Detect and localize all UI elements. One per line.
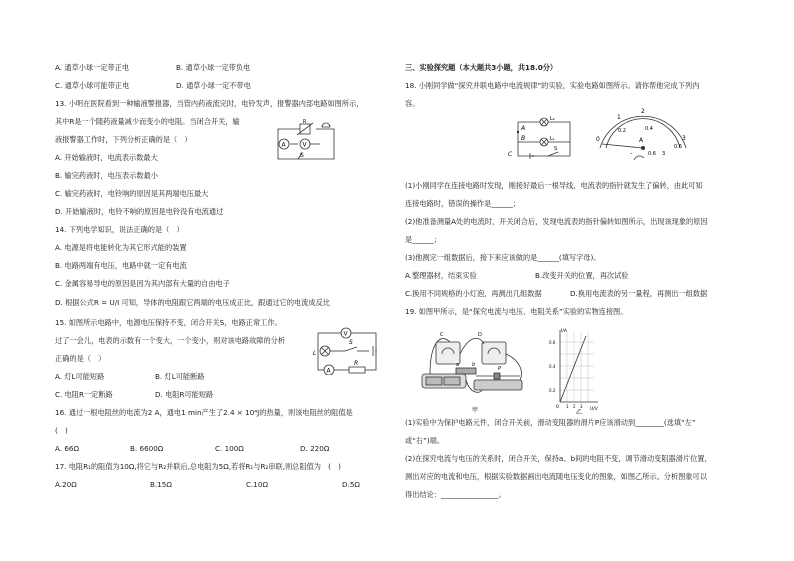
- q14-stem: 14. 下列电学知识，说法正确的是（ ）: [55, 225, 184, 234]
- q18-stem-line2: 容。: [405, 99, 420, 108]
- q15-circuit-diagram: [313, 325, 383, 375]
- q15-option-d: D. 电阻R可能短路: [155, 390, 214, 399]
- q18-terminal-3: 3: [662, 151, 666, 157]
- q16-option-c: C. 100Ω: [215, 444, 244, 453]
- q19-graph-x-tick-3: 3: [580, 404, 583, 409]
- q13-option-d: D. 开始输液时，电铃不响的原因是电铃没有电流通过: [55, 207, 224, 216]
- q18-stem-line1: 18. 小刚同学做“探究并联电路中电流规律”的实验，实验电路如图所示。请你帮他完成下列内: [405, 81, 700, 90]
- q17-option-c: C.10Ω: [246, 480, 268, 489]
- q19-graph-y-tick-04: 0.4: [549, 364, 556, 369]
- q15-stem-line1: 15. 如图所示电路中，电源电压保持不变，闭合开关S，电路正常工作。: [55, 318, 282, 327]
- q18-point-b: B: [521, 135, 526, 142]
- q19-stem: 19. 如图甲所示，是“探究电流与电压、电阻关系”实验的实物连接图。: [405, 307, 628, 316]
- q16-stem: 16. 通过一根电阻丝的电流为2 A，通电1 min产生了2.4 × 10⁴J的热量，则该电阻丝的阻值是: [55, 408, 353, 417]
- q13-ammeter-label: A: [281, 141, 286, 149]
- q18-part3-stem: (3)他测完一组数据后，接下来应该做的是______(填写字母)。: [405, 253, 601, 262]
- q19-graph-x-label: U/V: [590, 407, 598, 412]
- q19-part2-line2: 测出对应的电流和电压，根据实验数据画出电流随电压变化的图象，如图乙所示。分析图象可以: [405, 472, 707, 481]
- q19-terminal-c: C: [440, 332, 444, 338]
- q16-option-d: D. 220Ω: [300, 444, 330, 453]
- q18-ammeter-dial: [590, 108, 695, 163]
- q13-voltmeter-label: V: [302, 141, 307, 149]
- q18-point-c: C: [508, 151, 513, 158]
- q12-option-d: D. 通草小球一定不带电: [176, 81, 251, 90]
- q15-ammeter-label: A: [326, 367, 331, 375]
- q18-dial-unit: A: [639, 137, 644, 144]
- q18-part2-line1: (2)他准备测量A处的电流时，开关闭合后，发现电流表的指针偏转如图所示，出现该现象的原因: [405, 217, 708, 226]
- q19-apparatus-figure: [420, 324, 538, 414]
- q18-dial-top-2: 2: [641, 108, 645, 115]
- q17-option-b: B.15Ω: [150, 480, 172, 489]
- q14-option-c: C. 金属容易导电的原因是因为其内部有大量的自由电子: [55, 279, 230, 288]
- q14-option-a: A. 电源是将电能转化为其它形式能的装置: [55, 243, 187, 252]
- q19-terminal-d: D: [478, 332, 482, 338]
- q18-dial-zero: 0: [596, 136, 600, 143]
- q18-part1-line1: (1)小刚同学在连接电路时发现，刚接好最后一根导线，电流表的指针就发生了偏转，由此可知: [405, 181, 703, 190]
- q18-dial-top-1: 1: [617, 114, 621, 121]
- q13-stem-line1: 13. 小明在医院看到一种输液警报器，当管内药液流完时，电铃发声，报警器内部电路如图所示，: [55, 99, 364, 108]
- q13-circuit-diagram: [270, 119, 342, 163]
- section-heading: 三、实验探究题（本大题共3小题，共18.0分）: [405, 63, 558, 72]
- q16-option-b: B. 6600Ω: [130, 444, 164, 453]
- q18-part3-option-b: B.改变开关的位置，再次试验: [535, 271, 629, 280]
- q14-option-d: D. 根据公式R = U/I 可知，导体的电阻跟它两端的电压成正比，跟通过它的电流成反比: [55, 298, 330, 307]
- q19-point-a: a: [456, 362, 460, 368]
- q16-option-a: A. 66Ω: [55, 444, 79, 453]
- q18-dial-bottom-02: 0.2: [618, 128, 626, 134]
- q18-part1-line2: 连接电路时，错误的操作是______；: [405, 199, 521, 208]
- q18-part2-line2: 是______；: [405, 235, 441, 244]
- q13-switch-label: S: [300, 152, 304, 159]
- q17-option-a: A.20Ω: [55, 480, 77, 489]
- q13-stem-line3: 液报警器工作时，下列分析正确的是（ ）: [55, 135, 192, 144]
- q15-stem-line3: 正确的是（ ）: [55, 354, 106, 363]
- q19-graph-y-tick-06: 0.6: [549, 340, 556, 345]
- q15-option-a: A. 灯L可能短路: [55, 372, 105, 381]
- q19-part1-line1: (1)实验中为保护电路元件，闭合开关前，滑动变阻器的滑片P应该滑动到________(选填“左”: [405, 418, 696, 427]
- q15-lamp-label: L: [313, 350, 317, 357]
- q18-terminal-minus: -: [630, 150, 633, 157]
- q15-stem-line2: 过了一会儿，电表的示数有一个变大，一个变小，则对该电路故障的分析: [55, 336, 286, 345]
- q12-option-b: B. 通草小球一定带负电: [176, 63, 251, 72]
- q18-dial-bottom-06: 0.6: [674, 144, 682, 150]
- q13-resistor-label: R: [303, 119, 307, 125]
- q15-switch-label: S: [349, 339, 353, 346]
- q19-point-b: b: [472, 362, 476, 368]
- q19-iu-graph: [548, 326, 600, 414]
- q19-part2-line1: (2)在探究电流与电压的关系时，闭合开关，保持a、b间的电阻不变，调节滑动变阻器滑片位置，: [405, 454, 712, 463]
- q18-point-a: A: [521, 125, 526, 132]
- q17-option-d: D.5Ω: [342, 480, 360, 489]
- q13-option-b: B. 输完药液时，电压表示数最小: [55, 171, 158, 180]
- q19-graph-y-tick-02: 0.2: [549, 388, 556, 393]
- q18-lamp-l2: L₂: [550, 116, 555, 122]
- q16-paren: ( ): [55, 426, 68, 435]
- q19-graph-x-tick-2: 2: [573, 404, 576, 409]
- q17-stem: 17. 电阻R₁的阻值为10Ω,将它与R₂并联后,总电阻为5Ω,若将R₁与R₂串联,则总阻值为 ( ): [55, 462, 341, 471]
- q18-circuit-diagram: [504, 112, 576, 164]
- q18-terminal-06: 0.6: [648, 151, 656, 157]
- q19-graph-y-label: I/A: [561, 329, 567, 334]
- q19-figure-a-label: 甲: [472, 407, 479, 414]
- q13-option-a: A. 开始输液时，电流表示数最大: [55, 153, 158, 162]
- q18-dial-bottom-04: 0.4: [645, 126, 653, 132]
- q15-option-b: B. 灯L可能断路: [155, 372, 205, 381]
- q12-option-c: C. 通草小球可能带正电: [55, 81, 130, 90]
- q12-option-a: A. 通草小球一定带正电: [55, 63, 130, 72]
- q18-switch-s: S: [554, 146, 558, 152]
- q19-slider-p: P: [498, 366, 502, 372]
- q13-stem-line2: 其中R是一个随药液量减少而变小的电阻。当闭合开关，输: [55, 117, 240, 126]
- q15-resistor-label: R: [354, 360, 359, 367]
- q14-option-b: B. 电路两端有电压，电路中就一定有电流: [55, 261, 187, 270]
- q18-dial-top-3: 3: [682, 135, 686, 142]
- q19-part2-line3: 得出结论：________________。: [405, 490, 506, 499]
- q15-option-c: C. 电阻R一定断路: [55, 390, 113, 399]
- q19-graph-x-tick-1: 1: [566, 404, 569, 409]
- q15-voltmeter-label: V: [343, 330, 348, 338]
- q18-part3-option-a: A.整理器材，结束实验: [405, 271, 477, 280]
- q18-part3-option-d: D.换用电流表的另一量程，再测出一组数据: [570, 289, 708, 298]
- q19-graph-origin: 0: [556, 405, 559, 410]
- q19-figure-b-label: 乙: [576, 409, 583, 414]
- q18-part3-option-c: C.换用不同规格的小灯泡，再测出几组数据: [405, 289, 542, 298]
- q19-part1-line2: 或“右”)端。: [405, 436, 445, 445]
- q13-option-c: C. 输完药液时，电铃响的原因是其两端电压最大: [55, 189, 209, 198]
- q18-lamp-l1: L₁: [550, 136, 555, 142]
